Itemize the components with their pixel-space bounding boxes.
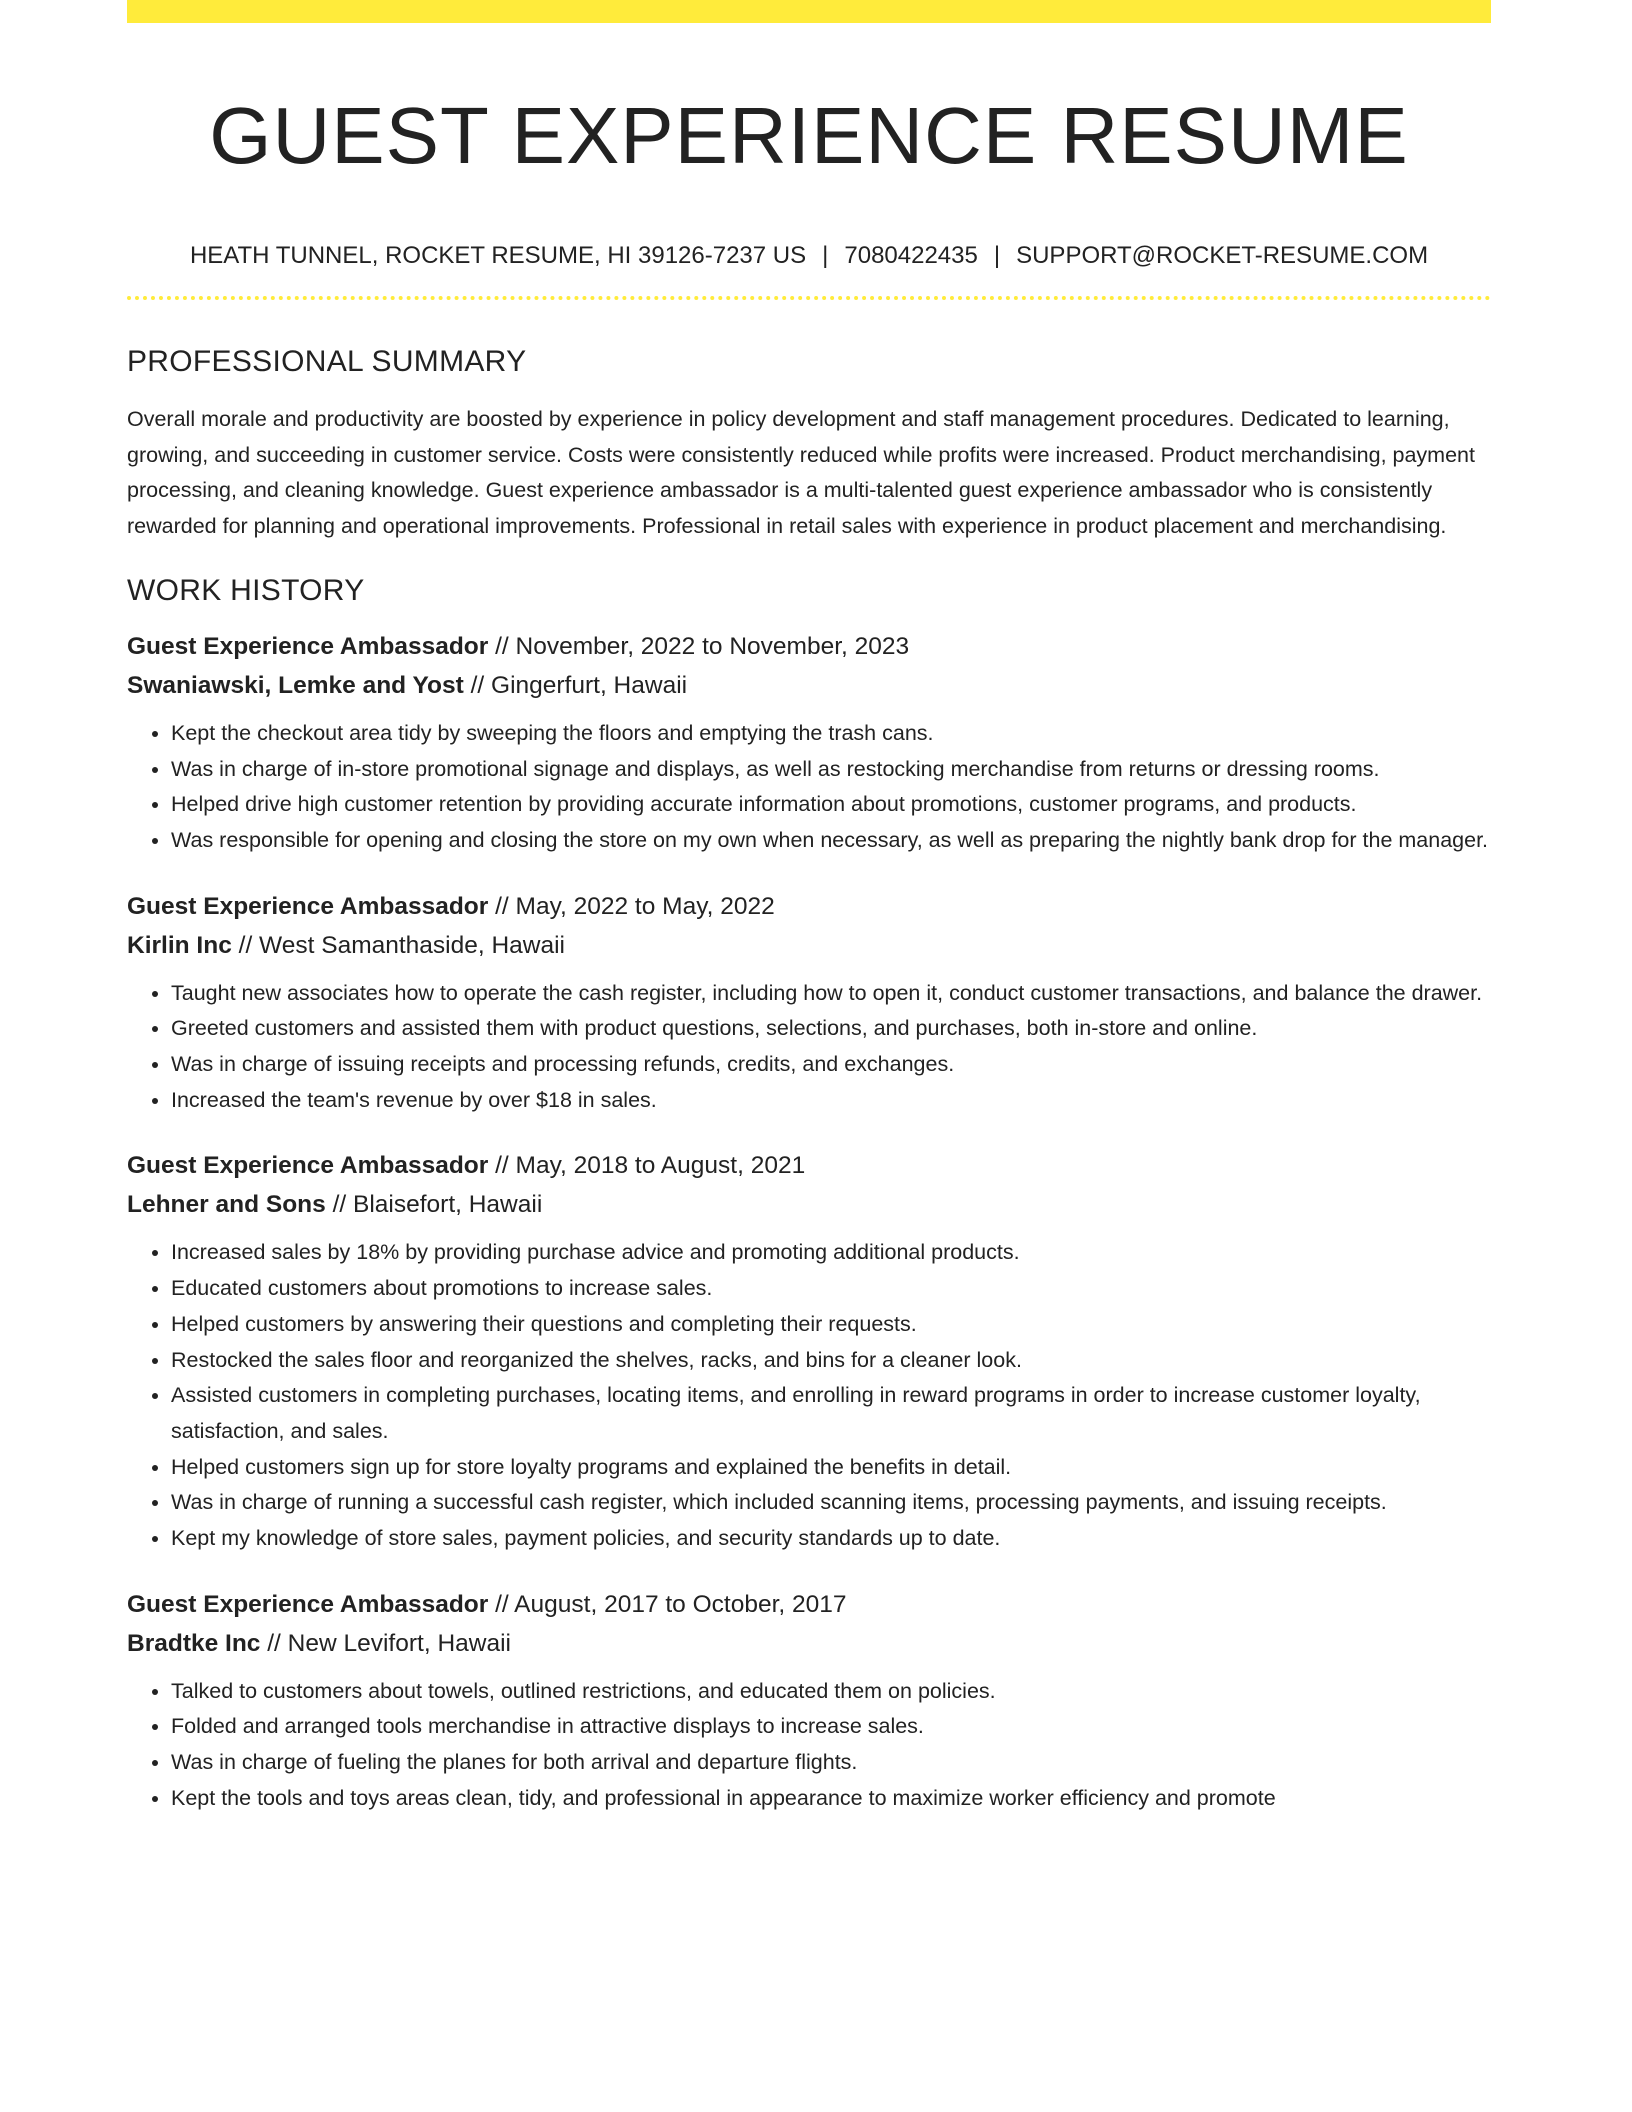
job-bullet: • Was in charge of in-store promotional signage and displays, as well as restocking merchandise from returns or dressing rooms. bbox=[171, 752, 1491, 788]
job-entry bbox=[127, 887, 1491, 1119]
job-bullet: • Greeted customers and assisted them with product questions, selections, and purchases, both in-store and online. bbox=[171, 1011, 1491, 1047]
work-history-list bbox=[127, 627, 1491, 1817]
job-bullet: • Taught new associates how to operate the cash register, including how to open it, conduct customer transactions, and balance the drawer. bbox=[171, 976, 1491, 1012]
job-bullet: • Increased the team's revenue by over $18 in sales. bbox=[171, 1083, 1491, 1119]
contact-separator: | bbox=[993, 242, 1001, 269]
job-bullet: • Increased sales by 18% by providing purchase advice and promoting additional products. bbox=[171, 1235, 1491, 1271]
job-bullet-list bbox=[127, 716, 1491, 859]
job-entry bbox=[127, 1585, 1491, 1817]
job-company: Swaniawski, Lemke and Yost bbox=[127, 671, 464, 699]
work-history-heading: WORK HISTORY bbox=[127, 573, 365, 607]
resume-page bbox=[127, 0, 1491, 1817]
job-company: Bradtke Inc bbox=[127, 1629, 261, 1657]
job-bullet: • Folded and arranged tools merchandise in attractive displays to increase sales. bbox=[171, 1709, 1491, 1745]
contact-separator: | bbox=[822, 242, 829, 269]
contact-address: HEATH TUNNEL, ROCKET RESUME, HI 39126-7237 US bbox=[189, 242, 807, 269]
job-bullet: • Kept the tools and toys areas clean, tidy, and professional in appearance to maximize worker efficiency and promote bbox=[171, 1781, 1491, 1817]
job-company-line bbox=[127, 666, 1491, 705]
job-company-line bbox=[127, 1624, 1491, 1663]
job-bullet-list bbox=[127, 1674, 1491, 1817]
job-bullet: • Helped customers sign up for store loyalty programs and explained the benefits in detail. bbox=[171, 1450, 1491, 1486]
job-company-line bbox=[127, 1185, 1491, 1224]
job-bullet: • Was in charge of fueling the planes for both arrival and departure flights. bbox=[171, 1745, 1491, 1781]
job-title-line bbox=[127, 1585, 1491, 1624]
professional-summary-text: Overall morale and productivity are boosted by experience in policy development and staff management procedures. Dedicated to learning, growing, and succeeding in customer service. Costs were consistently reduced while profits were increased. Product merchandising, payment processing, and cleaning knowledge. Guest experience ambassador is a multi-talented guest experience ambassador who is consistently rewarded for planning and operational improvements. Professional in retail sales with experience in product placement and merchandising. bbox=[127, 407, 1475, 539]
resume-title: GUEST EXPERIENCE RESUME bbox=[209, 91, 1409, 180]
job-bullet: • Talked to customers about towels, outlined restrictions, and educated them on policies. bbox=[171, 1674, 1491, 1710]
contact-email: SUPPORT@ROCKET-RESUME.COM bbox=[1016, 242, 1429, 269]
job-entry bbox=[127, 1146, 1491, 1556]
job-dates: // August, 2017 to October, 2017 bbox=[495, 1590, 847, 1618]
job-dates: // May, 2022 to May, 2022 bbox=[495, 892, 775, 920]
top-accent-bar bbox=[127, 0, 1491, 23]
job-dates: // November, 2022 to November, 2023 bbox=[495, 632, 910, 660]
job-location: // Blaisefort, Hawaii bbox=[332, 1191, 543, 1219]
job-dates: // May, 2018 to August, 2021 bbox=[495, 1152, 806, 1180]
professional-summary-heading: PROFESSIONAL SUMMARY bbox=[127, 345, 527, 378]
job-title: Guest Experience Ambassador bbox=[127, 632, 489, 660]
job-bullet: • Helped drive high customer retention by providing accurate information about promotions, customer programs, and products. bbox=[171, 787, 1491, 823]
job-title: Guest Experience Ambassador bbox=[127, 1590, 489, 1618]
job-title-line bbox=[127, 627, 1491, 666]
job-company-line bbox=[127, 926, 1491, 965]
job-bullet: • Educated customers about promotions to increase sales. bbox=[171, 1271, 1491, 1307]
job-company: Kirlin Inc bbox=[127, 931, 232, 959]
job-location: // Gingerfurt, Hawaii bbox=[470, 671, 688, 699]
job-bullet: • Restocked the sales floor and reorganized the shelves, racks, and bins for a cleaner look. bbox=[171, 1343, 1491, 1379]
contact-line bbox=[127, 240, 1491, 272]
job-bullet: • Kept the checkout area tidy by sweeping the floors and emptying the trash cans. bbox=[171, 716, 1491, 752]
job-location: // West Samanthaside, Hawaii bbox=[238, 931, 566, 959]
job-bullet: • Was responsible for opening and closing the store on my own when necessary, as well as preparing the nightly bank drop for the manager. bbox=[171, 823, 1491, 859]
job-bullet-list bbox=[127, 1235, 1491, 1556]
job-bullet: • Assisted customers in completing purchases, locating items, and enrolling in reward programs in order to increase customer loyalty, satisfaction, and sales. bbox=[171, 1378, 1491, 1449]
job-bullet: • Helped customers by answering their questions and completing their requests. bbox=[171, 1307, 1491, 1343]
contact-phone: 7080422435 bbox=[844, 242, 978, 269]
job-bullet: • Kept my knowledge of store sales, payment policies, and security standards up to date. bbox=[171, 1521, 1491, 1557]
job-title-line bbox=[127, 887, 1491, 926]
job-location: // New Levifort, Hawaii bbox=[267, 1629, 511, 1657]
job-title-line bbox=[127, 1146, 1491, 1185]
job-bullet-list bbox=[127, 976, 1491, 1119]
dotted-divider bbox=[127, 296, 1491, 300]
job-title: Guest Experience Ambassador bbox=[127, 892, 489, 920]
job-bullet: • Was in charge of issuing receipts and processing refunds, credits, and exchanges. bbox=[171, 1047, 1491, 1083]
job-entry bbox=[127, 627, 1491, 859]
job-title: Guest Experience Ambassador bbox=[127, 1152, 489, 1180]
job-bullet: • Was in charge of running a successful cash register, which included scanning items, processing payments, and issuing receipts. bbox=[171, 1485, 1491, 1521]
job-company: Lehner and Sons bbox=[127, 1191, 326, 1219]
